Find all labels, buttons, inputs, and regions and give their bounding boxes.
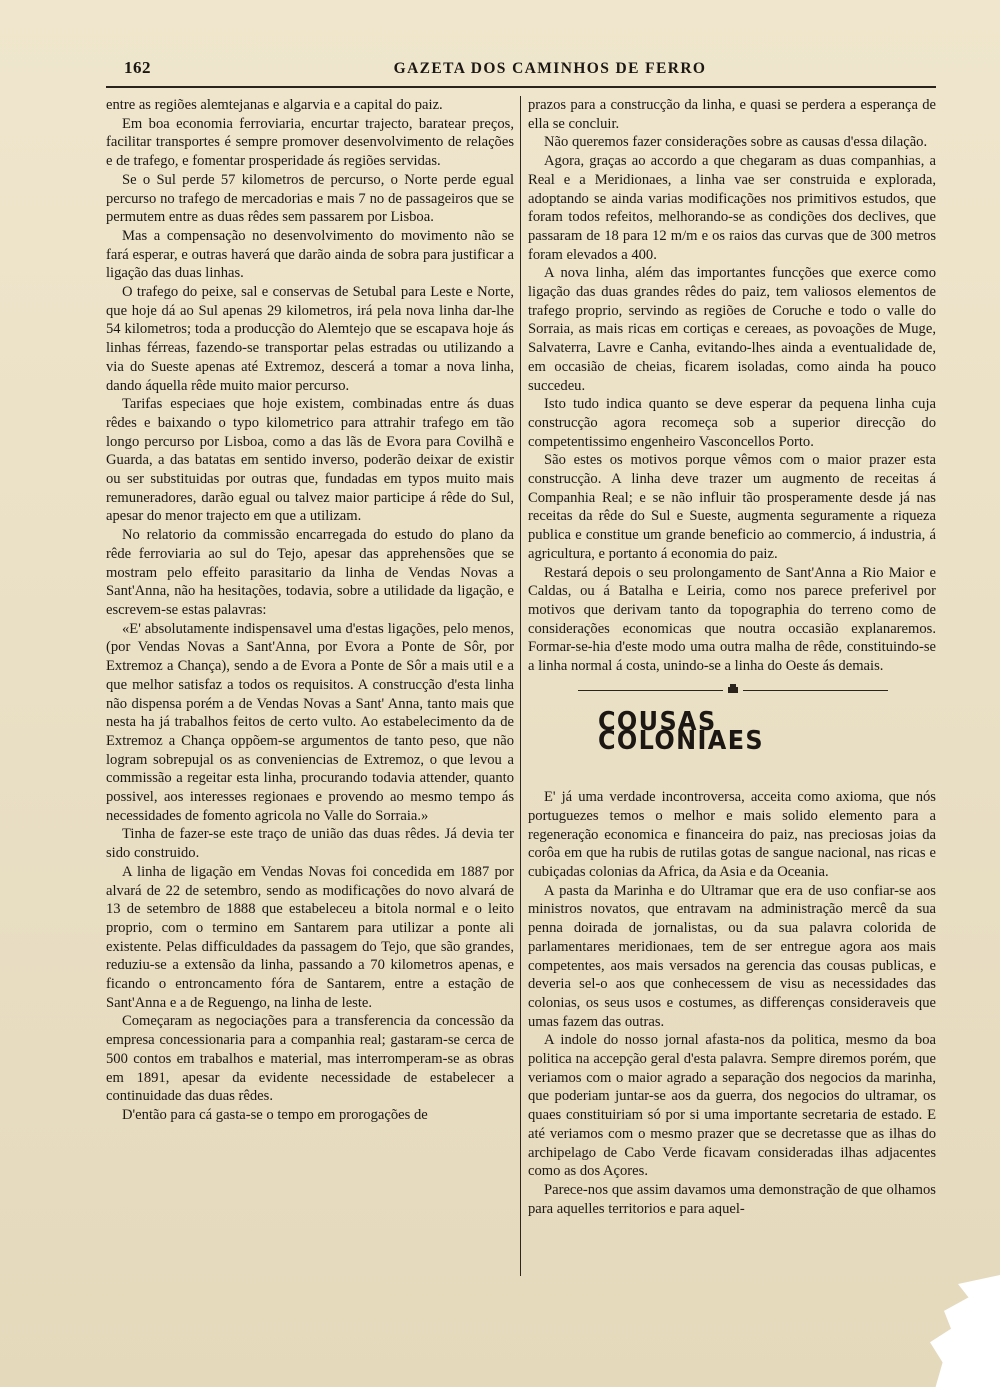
paragraph: Isto tudo indica quanto se deve esperar da pequena linha cuja construcção agora recomeça sob a superior direcção do competentissimo engenheiro Vasconcellos Porto. <box>528 396 936 450</box>
left-column <box>106 96 514 1125</box>
paragraph: Mas a compensação no desenvolvimento do movimento não se fará esperar, e outras haverá que darão ainda de sobra para justificar a ligação das duas linhas. <box>106 227 514 282</box>
quote-paragraph: «E' absolutamente indispensavel uma d'estas ligações, pelo menos, (por Vendas Novas a Sant'Anna, por Evora a Ponte de Sôr, por Extremoz a Chança), sendo a de Evora a Ponte de Sôr a mais util e a que melhor satisfaz a todos os requisitos. A construcção d'esta linha não dispensa porém a de Vendas Novas a Sant' Anna, tanto mais que nesta ha já trabalhos feitos de certo vulto. Ao estabelecimento da de Extremoz a Chança oppõem-se argumentos de tanto peso, que não logram sobrepujal os as conveniencias de Extremoz, o que levou a commissão a regeitar esta linha, procurando todavia attender, quanto possivel, aos interesses regionaes e provendo ao mesmo tempo ás necessidades de fomento agricola no Valle do Sorraia.» <box>106 620 514 824</box>
paragraph: entre as regiões alemtejanas e algarvia e a capital do paiz. <box>106 97 443 113</box>
paragraph: A pasta da Marinha e do Ultramar que era de uso confiar-se aos ministros novatos, que entravam na administração mercê da sua penna doirada de jornalistas, ou da sua palavra colorida de parlamentares meridionaes, tem de ser entregue agora aos mais competentes, aos mais versados na gerencia das cousas publicas, e deveria sel-o aos que conhecessem de visu as necessidades das colonias, os seus usos e costumes, as differenças consideraveis que umas fazem das outras. <box>528 882 936 1030</box>
separator-line <box>578 690 723 691</box>
paragraph: prazos para a construcção da linha, e quasi se perdera a esperança de ella se concluir. <box>528 97 936 132</box>
separator-line <box>743 690 888 691</box>
section-separator <box>578 686 888 695</box>
locomotive-ornament-icon <box>727 686 739 695</box>
header-rule <box>106 86 936 88</box>
paragraph: A linha de ligação em Vendas Novas foi concedida em 1887 por alvará de 22 de setembro, sendo as modificações do novo alvará de 13 de setembro de 1888 que estabeleceu a bitola normal e o leito proprio, com o termino em Santarem para utilizar a ponte ali existente. Pelas difficuldades da passagem do Tejo, que são grandes, reduziu-se a extensão da linha, passando a 70 kilometros apenas, e ficando o entroncamento fóra de Santarem, entre a estação de Sant'Anna e a de Reguengo, na linha de leste. <box>106 863 514 1011</box>
paragraph: E' já uma verdade incontroversa, acceita como axioma, que nós portuguezes temos o melhor e mais solido elemento para a regeneração economica e financeira do paiz, nas preciosas joias da corôa em que ha rubis de rutilas gotas de sangue nacional, nas ricas e cubiçadas colonias da Africa, da Asia e da Oceania. <box>528 789 936 881</box>
torn-corner <box>930 1275 1000 1387</box>
paragraph: Tinha de fazer-se este traço de união das duas rêdes. Já devia ter sido construido. <box>106 826 514 862</box>
paragraph: Se o Sul perde 57 kilometros de percurso, o Norte perde egual percurso no trafego de mercadorias e mais 7 no de passageiros que se permutem entre as duas rêdes sem passarem por Lisboa. <box>106 171 514 226</box>
paragraph: A nova linha, além das importantes funcções que exerce como ligação das duas grandes rêdes do paiz, tem valiosos elementos de trafego proprio, servindo as regiões de Coruche e todo o valle do Sorraia, as mais ricas em cortiças e cereaes, as povoações de Muge, Salvaterra, Lavre e Canha, evitando-lhes ainda a eventualidade de, em occasião de cheias, ficarem isoladas, como ainda ha pouco succedeu. <box>528 265 936 394</box>
paragraph: Parece-nos que assim davamos uma demonstração de que olhamos para aquelles territorios e para aquel- <box>528 1181 936 1217</box>
paragraph: São estes os motivos porque vêmos com o maior prazer esta construcção. A linha deve trazer um augmento de receitas á Companhia Real; e se não influir tão prosperamente desde já nas receitas da rêde do Sul e Sueste, augmenta seguramente a riqueza publica e constitue um grande beneficio ao commercio, á industria, á agricultura, e portanto á economia do paiz. <box>528 452 936 562</box>
paragraph: Começaram as negociações para a transferencia da concessão da empresa concessionaria para a companhia real; gastaram-se cerca de 500 contos em trabalhos e material, mas interromperam-se as obras em 1891, apesar da evidente necessidade de estabelecer a continuidade das duas rêdes. <box>106 1013 514 1105</box>
paragraph: Em boa economia ferroviaria, encurtar trajecto, baratear preços, facilitar transportes é sempre promover desenvolvimento de relações e de trafego, e fomentar prosperidade ás regiões servidas. <box>106 115 514 170</box>
paragraph: Restará depois o seu prolongamento de Sant'Anna a Rio Maior e Caldas, ou á Batalha e Leiria, como nos parece preferivel por motivos que derivam tanto da topographia do terreno como de considerações economicas que noutra occasião explanaremos. Formar-se-hia d'este modo uma outra malha de rêde, constituindo-se a linha normal á costa, unindo-se a linha do Oeste ás demais. <box>528 564 936 675</box>
paragraph: A indole do nosso jornal afasta-nos da politica, mesmo da boa politica na accepção geral d'esta palavra. Sempre diremos porém, que veriamos com o maior agrado a separação dos negocios da marinha, que poderiam juntar-se aos da guerra, dos negocios do ultramar, os quaes constituiriam só por si uma importante secretaria de estado. E até veriamos com o mesmo prazer que se decretasse que as ilhas do archipelago de Cabo Verde ficavam consideradas ilhas adjacentes como as dos Açores. <box>528 1032 936 1180</box>
paragraph: Tarifas especiaes que hoje existem, combinadas entre ás duas rêdes e baixando o typo kilometrico para attrahir trafego em tão longo percurso por Lisboa, como a das lãs de Evora para Covilhã e Guarda, a das batatas em sentido inverso, poderão deixar de existir ou ser substituidas por outras que, fundadas em typos muito mais remuneradores, darão egual ou talvez maior participe á rêde do Sul, apesar do menor trajecto em que a utilizam. <box>106 396 514 525</box>
section-title: COUSAS COLONIAES <box>598 706 765 756</box>
running-head: GAZETA DOS CAMINHOS DE FERRO <box>393 60 707 77</box>
right-column <box>528 96 936 1218</box>
column-divider <box>520 96 521 1276</box>
paragraph: Agora, graças ao accordo a que chegaram as duas companhias, a Real e a Meridionaes, a linha vae ser construida e explorada, adoptando se ainda varias modificações nos primitivos estudos, que foram todos refeitos, melhorando-se as condições dos declives, que passaram de 18 para 12 m/m e os raios das curvas que de 300 metros foram elevados a 400. <box>528 153 936 263</box>
paragraph: Não queremos fazer considerações sobre as causas d'essa dilação. <box>544 134 928 151</box>
page-number: 162 <box>124 58 151 77</box>
paragraph: O trafego do peixe, sal e conservas de Setubal para Leste e Norte, que hoje dá ao Sul apenas 29 kilometros, irá pela nova linha dar-lhe 54 kilometros; toda a producção do Alemtejo que se escapava hoje ás linhas férreas, fazendo-se transportar pelas estradas ou utilizando a via do Sueste apenas até Extremoz, descerá a tomar a nova linha, dando áquella rêde muito maior percurso. <box>106 284 514 394</box>
paragraph: No relatorio da commissão encarregada do estudo do plano da rêde ferroviaria ao sul do Tejo, apesar das apprehensões que se mostram pelo effeito parasitario da linha de Vendas Novas a Sant'Anna, não ha hesitações, todavia, sobre a utilidade da ligação, e escrevem-se estas palavras: <box>106 527 514 618</box>
paragraph: D'então para cá gasta-se o tempo em prorogações de <box>122 1106 428 1123</box>
